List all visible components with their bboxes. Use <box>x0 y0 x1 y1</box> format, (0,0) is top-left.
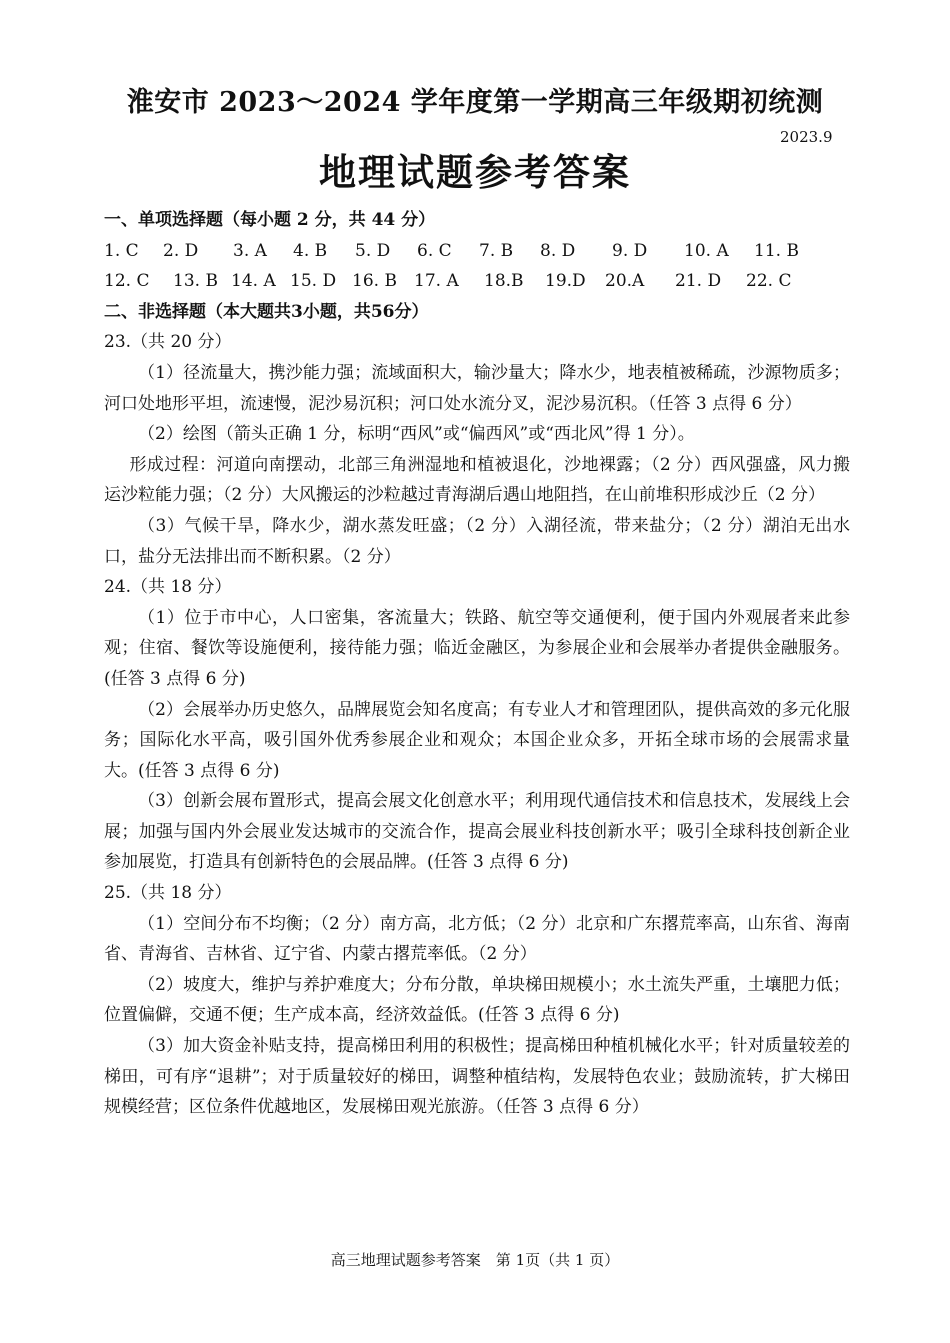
mc-answer: 16. B <box>352 271 397 292</box>
q23-answer-3: （3）气候干旱，降水少，湖水蒸发旺盛；（2 分）入湖径流，带来盐分；（2 分）湖泊无出水口，盐分无法排出而不断积累。（2 分） <box>104 515 850 567</box>
answer-content <box>104 205 850 1123</box>
mc-answer: 17. A <box>414 271 459 292</box>
question-24-heading: 24.（共 18 分） <box>104 577 232 598</box>
q24-answer-2: （2）会展举办历史悠久，品牌展览会知名度高；有专业人才和管理团队，提供高效的多元化服务；国际化水平高，吸引国外优秀参展企业和观众；本国企业众多，开拓全球市场的会展需求量大。(任答 3 点得 6 分) <box>104 699 850 781</box>
document-subtitle: 地理试题参考答案 <box>319 150 631 194</box>
q25-answer-3: （3）加大资金补贴支持，提高梯田利用的积极性；提高梯田种植机械化水平；针对质量较差的梯田，可有序“退耕”；对于质量较好的梯田，调整种植结构，发展特色农业；鼓励流转，扩大梯田规模经营；区位条件优越地区，发展梯田观光旅游。（任答 3 点得 6 分） <box>104 1036 850 1118</box>
mc-answer: 14. A <box>231 271 276 292</box>
mc-answers-row-1 <box>104 236 850 267</box>
page-footer: 高三地理试题参考答案 第 1页（共 1 页） <box>330 1251 620 1269</box>
mc-answer: 4. B <box>293 240 328 261</box>
question-23-heading: 23.（共 20 分） <box>104 332 232 353</box>
mc-answer: 3. A <box>233 240 267 261</box>
q24-answer-1: （1）位于市中心，人口密集，客流量大；铁路、航空等交通便利，便于国内外观展者来此参观；住宿、餐饮等设施便利，接待能力强；临近金融区，为参展企业和会展举办者提供金融服务。(任答 3 点得 6 分) <box>104 607 850 689</box>
exam-date: 2023.9 <box>780 128 833 146</box>
mc-answer: 12. C <box>104 271 150 292</box>
mc-answer: 8. D <box>540 240 576 261</box>
exam-title: 淮安市 2023～2024 学年度第一学期高三年级期初统测 <box>126 87 824 118</box>
mc-answers-row-2 <box>104 266 850 297</box>
q24-answer-3: （3）创新会展布置形式，提高会展文化创意水平；利用现代通信技术和信息技术，发展线上会展；加强与国内外会展业发达城市的交流合作，提高会展业科技创新水平；吸引全球科技创新企业参加展览，打造具有创新特色的会展品牌。(任答 3 点得 6 分) <box>104 791 850 873</box>
mc-answer: 19.D <box>545 271 586 292</box>
mc-answer: 20.A <box>605 271 645 292</box>
mc-answer: 10. A <box>684 240 729 261</box>
q25-answer-2: （2）坡度大，维护与养护难度大；分布分散，单块梯田规模小；水土流失严重，土壤肥力低；位置偏僻，交通不便；生产成本高，经济效益低。(任答 3 点得 6 分) <box>104 974 850 1026</box>
mc-answer: 13. B <box>173 271 218 292</box>
mc-answer: 15. D <box>290 271 337 292</box>
mc-answer: 7. B <box>479 240 514 261</box>
section-heading-multiple-choice: 一、单项选择题（每小题 2 分，共 44 分） <box>104 210 436 230</box>
question-25-heading: 25.（共 18 分） <box>104 883 232 904</box>
q23-answer-2-process: 形成过程：河道向南摆动，北部三角洲湿地和植被退化，沙地裸露；（2 分）西风强盛，风力搬运沙粒能力强；（2 分）大风搬运的沙粒越过青海湖后遇山地阻挡，在山前堆积形成沙丘（2 分） <box>104 454 850 506</box>
mc-answer: 5. D <box>355 240 391 261</box>
mc-answer: 1. C <box>104 240 139 261</box>
q25-answer-1: （1）空间分布不均衡；（2 分）南方高，北方低；（2 分）北京和广东撂荒率高，山东省、海南省、青海省、吉林省、辽宁省、内蒙古撂荒率低。（2 分） <box>104 913 850 965</box>
mc-answer: 11. B <box>754 240 799 261</box>
q23-answer-2: （2）绘图（箭头正确 1 分，标明“西风”或“偏西风”或“西北风”得 1 分）。 <box>138 424 695 445</box>
mc-answer: 22. C <box>746 271 792 292</box>
section-heading-free-response: 二、非选择题（本大题共3小题，共56分） <box>104 301 429 322</box>
mc-answer: 21. D <box>675 271 722 292</box>
q23-answer-1: （1）径流量大，携沙能力强；流域面积大，输沙量大；降水少，地表植被稀疏，沙源物质多；河口处地形平坦，流速慢，泥沙易沉积；河口处水流分叉，泥沙易沉积。（任答 3 点得 6 分） <box>104 362 850 414</box>
mc-answer: 2. D <box>163 240 199 261</box>
mc-answer: 9. D <box>612 240 648 261</box>
mc-answer: 6. C <box>417 240 452 261</box>
mc-answer: 18.B <box>484 271 524 292</box>
